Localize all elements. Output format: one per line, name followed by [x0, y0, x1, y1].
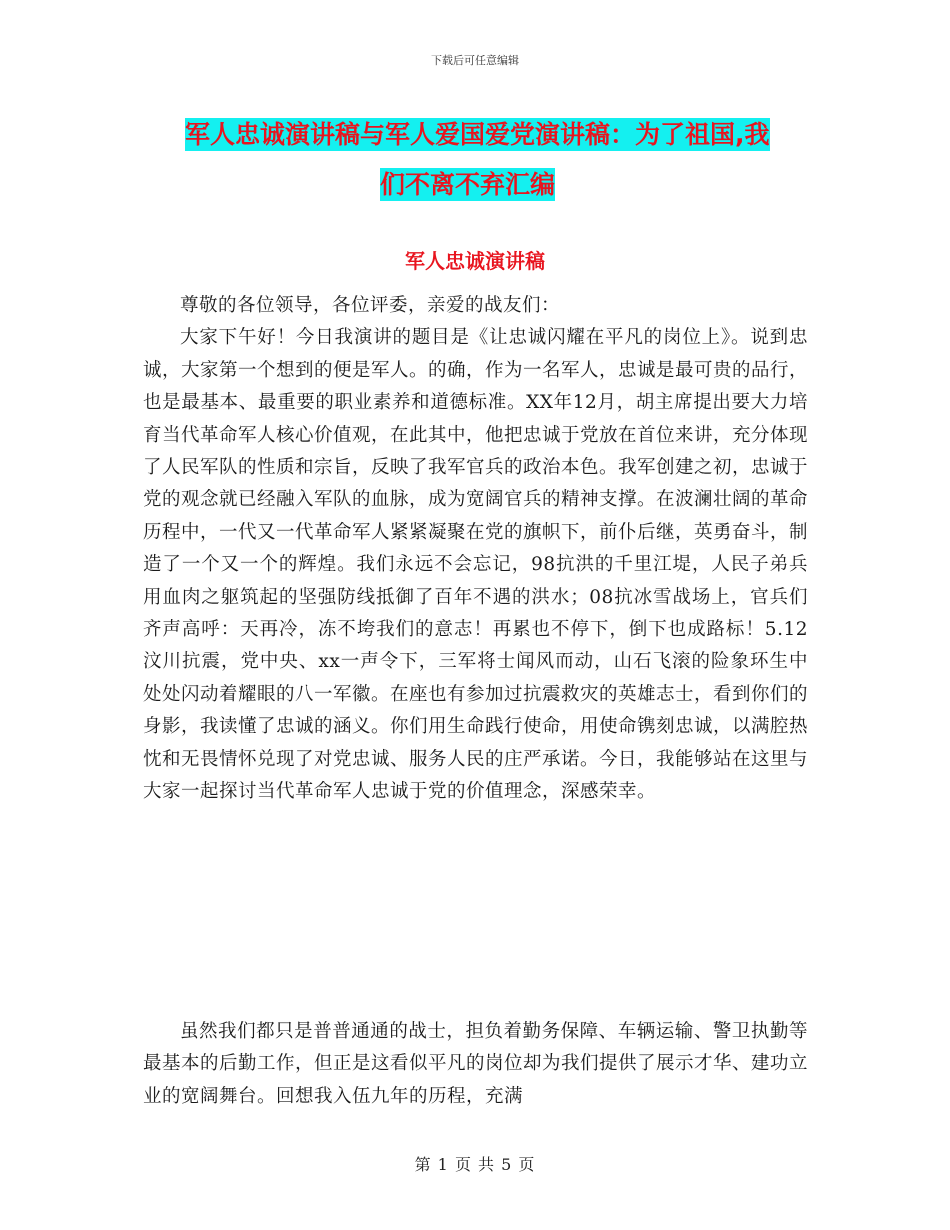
body-paragraph: 大家下午好！今日我演讲的题目是《让忠诚闪耀在平凡的岗位上》。说到忠诚，大家第一个想到的便是军人。的确，作为一名军人，忠诚是最可贵的品行，也是最基本、最重要的职业素养和道德标准。XX年12月，胡主席提出要大力培育当代革命军人核心价值观，在此其中，他把忠诚于党放在首位来讲，充分体现了人民军队的性质和宗旨，反映了我军官兵的政治本色。我军创建之初，忠诚于党的观念就已经融入军队的血脉，成为宽阔官兵的精神支撑。在波澜壮阔的革命历程中，一代又一代革命军人紧紧凝聚在党的旗帜下，前仆后继，英勇奋斗，制造了一个又一个的辉煌。我们永远不会忘记，98抗洪的千里江堤，人民子弟兵用血肉之躯筑起的坚强防线抵御了百年不遇的洪水；08抗冰雪战场上，官兵们齐声高呼：天再冷，冻不垮我们的意志！再累也不停下，倒下也成路标！5.12汶川抗震，党中央、xx一声令下，三军将士闻风而动，山石飞滚的险象环生中处处闪动着耀眼的八一军徽。在座也有参加过抗震救灾的英雄志士，看到你们的身影，我读懂了忠诚的涵义。你们用生命践行使命，用使命镌刻忠诚，以满腔热忱和无畏情怀兑现了对党忠诚、服务人民的庄严承诺。今日，我能够站在这里与大家一起探讨当代革命军人忠诚于党的价值理念，深感荣幸。	[143, 327, 809, 803]
title-line-1-text: 军人忠诚演讲稿与军人爱国爱党演讲稿：为了祖国,我	[185, 120, 770, 149]
header-note: 下载后可任意编辑	[431, 54, 519, 67]
document-title	[185, 110, 815, 210]
body-paragraph: 虽然我们都只是普普通通的战士，担负着勤务保障、车辆运输、警卫执勤等最基本的后勤工作，但正是这看似平凡的岗位却为我们提供了展示才华、建功立业的宽阔舞台。回想我入伍九年的历程，充满	[143, 1021, 809, 1107]
title-line-2	[185, 160, 815, 210]
title-line-1	[185, 110, 815, 160]
body-text-block	[143, 290, 808, 809]
title-line-2-text: 们不离不弃汇编	[380, 170, 556, 199]
salutation-paragraph: 尊敬的各位领导，各位评委，亲爱的战友们：	[180, 295, 561, 316]
page-number-footer: 第 1 页 共 5 页	[414, 1155, 536, 1174]
section-title: 军人忠诚演讲稿	[405, 249, 545, 273]
body-text-block-2	[143, 1016, 808, 1113]
